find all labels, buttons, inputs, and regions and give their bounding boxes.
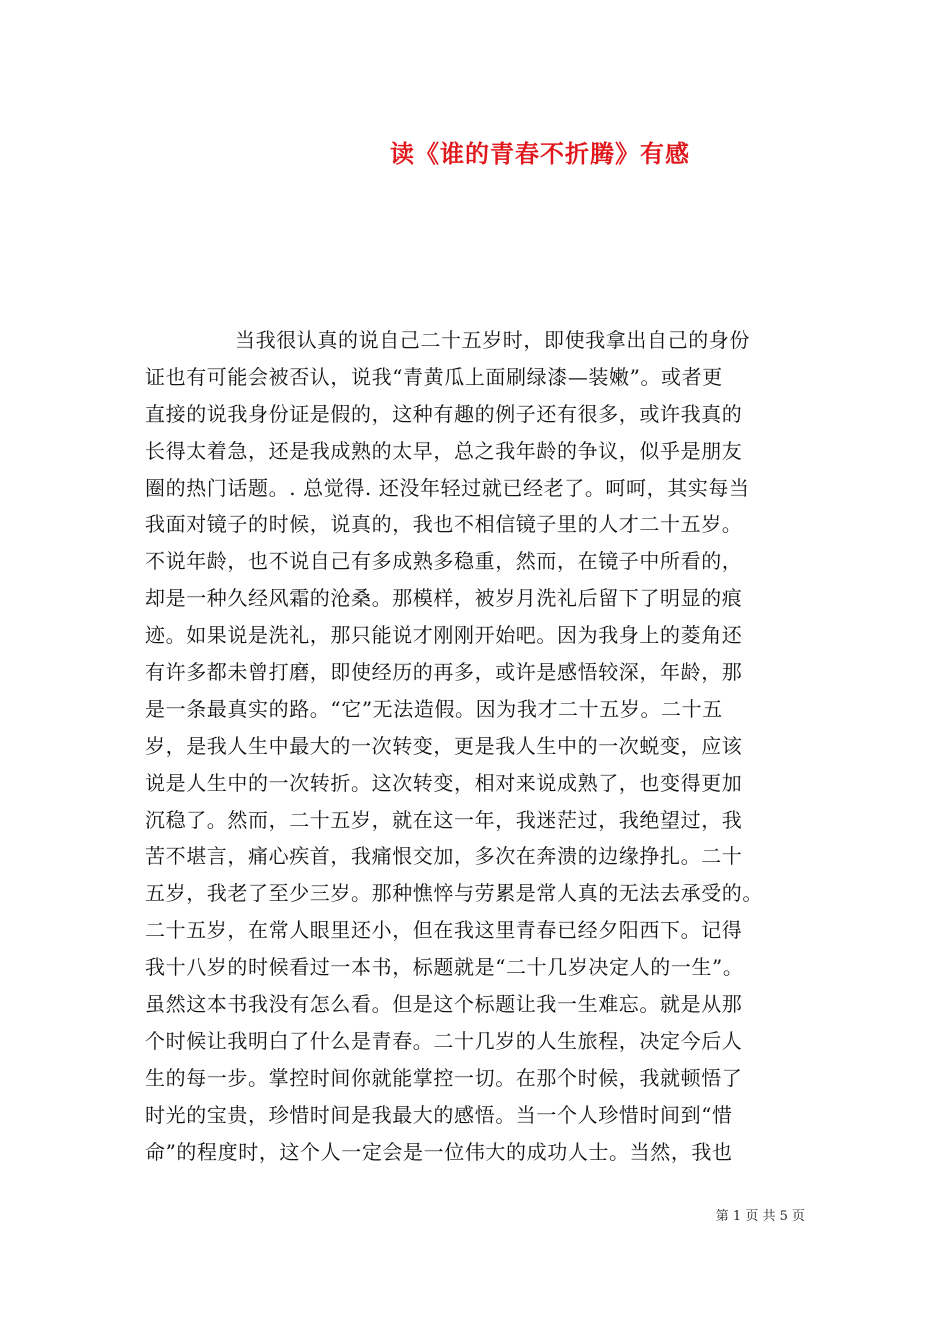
text-line: 命”的程度时，这个人一定会是一位伟大的成功人士。当然，我也: [145, 1139, 733, 1164]
page-footer: 第 1 页 共 5 页: [715, 1209, 805, 1224]
text-line: 沉稳了。然而，二十五岁，就在这一年，我迷茫过，我绝望过，我: [145, 807, 743, 832]
text-line: 不说年龄，也不说自己有多成熟多稳重，然而，在镜子中所看的，: [145, 549, 743, 574]
text-line: 直接的说我身份证是假的，这种有趣的例子还有很多，或许我真的: [145, 401, 743, 426]
text-line: 二十五岁，在常人眼里还小，但在我这里青春已经夕阳西下。记得: [145, 918, 743, 943]
text-line: 苦不堪言，痛心疾首，我痛恨交加，多次在奔溃的边缘挣扎。二十: [145, 844, 743, 869]
text-line: 却是一种久经风霜的沧桑。那模样，被岁月洗礼后留下了明显的痕: [145, 586, 743, 611]
text-line: 岁，是我人生中最大的一次转变，更是我人生中的一次蜕变，应该: [145, 733, 743, 758]
text-line: 圈的热门话题。. 总觉得. 还没年轻过就已经老了。呵呵，其实每当: [145, 475, 750, 500]
text-line: 是一条最真实的路。“它”无法造假。因为我才二十五岁。二十五: [145, 696, 723, 721]
text-line: 迹。如果说是洗礼，那只能说才刚刚开始吧。因为我身上的菱角还: [145, 623, 743, 648]
document-title: 读《谁的青春不折腾》有感: [390, 139, 690, 168]
text-line: 有许多都未曾打磨，即使经历的再多，或许是感悟较深，年龄，那: [145, 660, 743, 685]
text-line: 我面对镜子的时候，说真的，我也不相信镜子里的人才二十五岁。: [145, 512, 743, 537]
text-line: 我十八岁的时候看过一本书，标题就是“二十几岁决定人的一生”。: [145, 955, 744, 980]
text-line: 个时候让我明白了什么是青春。二十几岁的人生旅程，决定今后人: [145, 1028, 743, 1053]
text-line: 说是人生中的一次转折。这次转变，相对来说成熟了，也变得更加: [145, 770, 743, 795]
text-line: 当我很认真的说自己二十五岁时，即使我拿出自己的身份: [235, 328, 750, 352]
text-line: 五岁，我老了至少三岁。那种憔悴与劳累是常人真的无法去承受的。: [145, 881, 763, 906]
text-line: 时光的宝贵，珍惜时间是我最大的感悟。当一个人珍惜时间到“惜: [145, 1102, 733, 1127]
text-line: 虽然这本书我没有怎么看。但是这个标题让我一生难忘。就是从那: [145, 992, 743, 1017]
text-line: 生的每一步。掌控时间你就能掌控一切。在那个时候，我就顿悟了: [145, 1065, 743, 1090]
body-paragraph: [145, 322, 807, 1170]
text-line: 证也有可能会被否认，说我“青黄瓜上面刷绿漆—装嫩”。或者更: [145, 364, 723, 389]
text-line: 长得太着急，还是我成熟的太早，总之我年龄的争议，似乎是朋友: [145, 438, 743, 463]
